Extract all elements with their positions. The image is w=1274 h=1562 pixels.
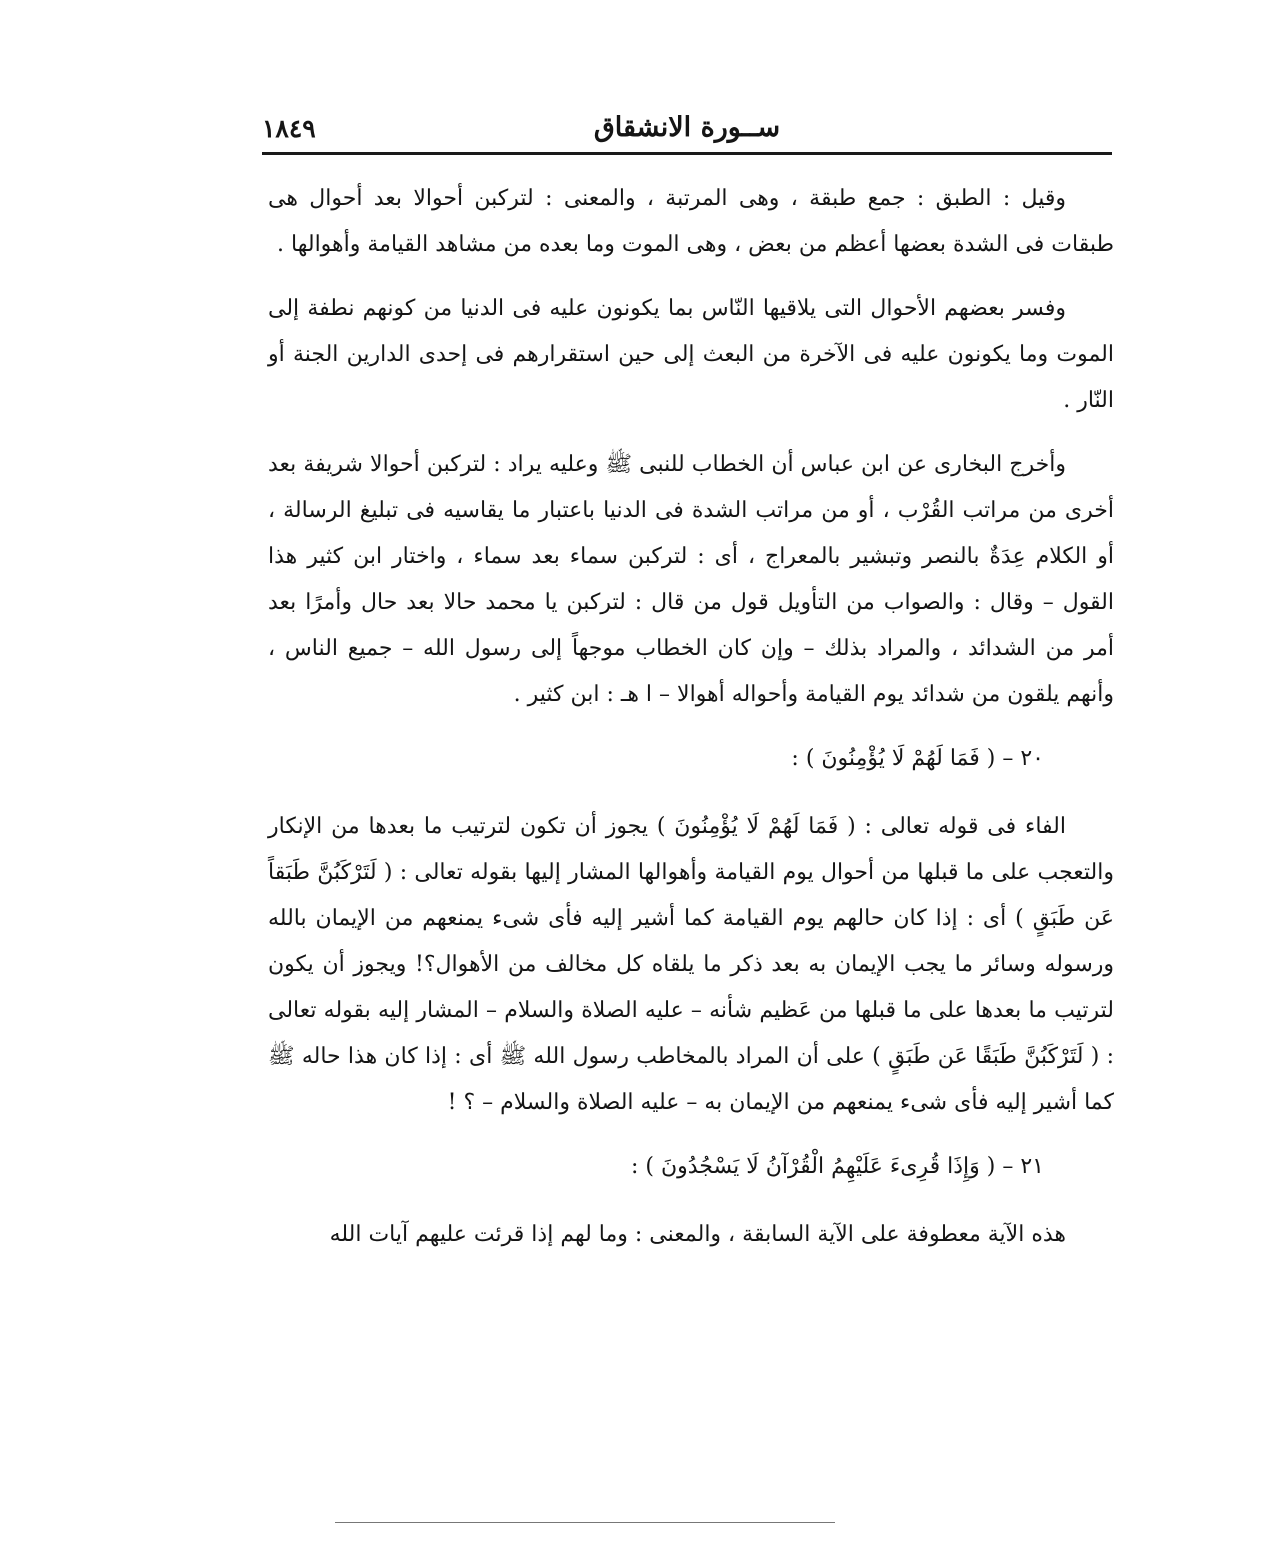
bottom-divider [335, 1522, 835, 1523]
paragraph-ahwal-interpretation: وفسر بعضهم الأحوال التى يلاقيها النّاس بما يكونون عليه فى الدنيا من كونهم نطفة إلى الموت وما يكونون عليه فى الآخرة من البعث إلى حين استقرارهم فى إحدى الدارين الجنة أو النّار . [268, 296, 1114, 413]
paragraph-verse-20-commentary: الفاء فى قوله تعالى : ( فَمَا لَهُمْ لَا يُؤْمِنُونَ ) يجوز أن تكون لترتيب ما بعدها من الإنكار والتعجب على ما قبلها من أحوال يوم القيامة وأهوالها المشار إليها بقوله تعالى : ( لَتَرْكَبُنَّ طَبَقاً عَن طَبَقٍ ) أى : إذا كان حالهم يوم القيامة كما أشير إليه فأى شىء يمنعهم من الإيمان بالله ورسوله وسائر ما يجب الإيمان به بعد ذكر ما يلقاه كل مخالف من الأهوال؟! ويجوز أن يكون لترتيب ما بعدها على ما قبلها من عَظيم شأنه – عليه الصلاة والسلام – المشار إليه بقوله تعالى : ( لَتَرْكَبُنَّ طَبَقًا عَن طَبَقٍ ) على أن المراد بالمخاطب رسول الله ﷺ أى : إذا كان هذا حاله ﷺ كما أشير إليه فأى شىء يمنعهم من الإيمان به – عليه الصلاة والسلام – ؟ ! [268, 814, 1114, 1115]
paragraph-verse-21-commentary: هذه الآية معطوفة على الآية السابقة ، والمعنى : وما لهم إذا قرئت عليهم آيات الله [329, 1222, 1066, 1247]
paragraph-tabaq-meaning: وقيل : الطبق : جمع طبقة ، وهى المرتبة ، والمعنى : لتركبن أحوالا بعد أحوال هى طبقات فى الشدة بعضها أعظم من بعض ، وهى الموت وما بعده من مشاهد القيامة وأهوالها . [268, 186, 1114, 257]
paragraph-bukhari-narration: وأخرج البخارى عن ابن عباس أن الخطاب للنبى ﷺ وعليه يراد : لتركبن أحوالا شريفة بعد أخرى من مراتب القُرْب ، أو من مراتب الشدة فى الدنيا باعتبار ما يقاسيه فى تبليغ الرسالة ، أو الكلام عِدَةٌ بالنصر وتبشير بالمعراج ، أى : لتركبن سماء بعد سماء ، واختار ابن كثير هذا القول – وقال : والصواب من التأويل قول من قال : لتركبن يا محمد حالا بعد حال وأمرًا بعد أمر من الشدائد ، والمراد بذلك – وإن كان الخطاب موجهاً إلى رسول الله – جميع الناس ، وأنهم يلقون من شدائد يوم القيامة وأحواله أهوالا – ا هـ : ابن كثير . [268, 452, 1114, 707]
verse-heading-20: ٢٠ – ( فَمَا لَهُمْ لَا يُؤْمِنُونَ ) : [791, 746, 1044, 771]
page-body [268, 176, 1114, 1276]
verse-heading-21: ٢١ – ( وَإِذَا قُرِىءَ عَلَيْهِمُ الْقُرْآنُ لَا يَسْجُدُونَ ) : [630, 1154, 1044, 1179]
surah-title: ســورة الانشقاق [593, 112, 781, 143]
page-header [262, 100, 1112, 155]
page-number: ١٨٤٩ [262, 114, 316, 143]
